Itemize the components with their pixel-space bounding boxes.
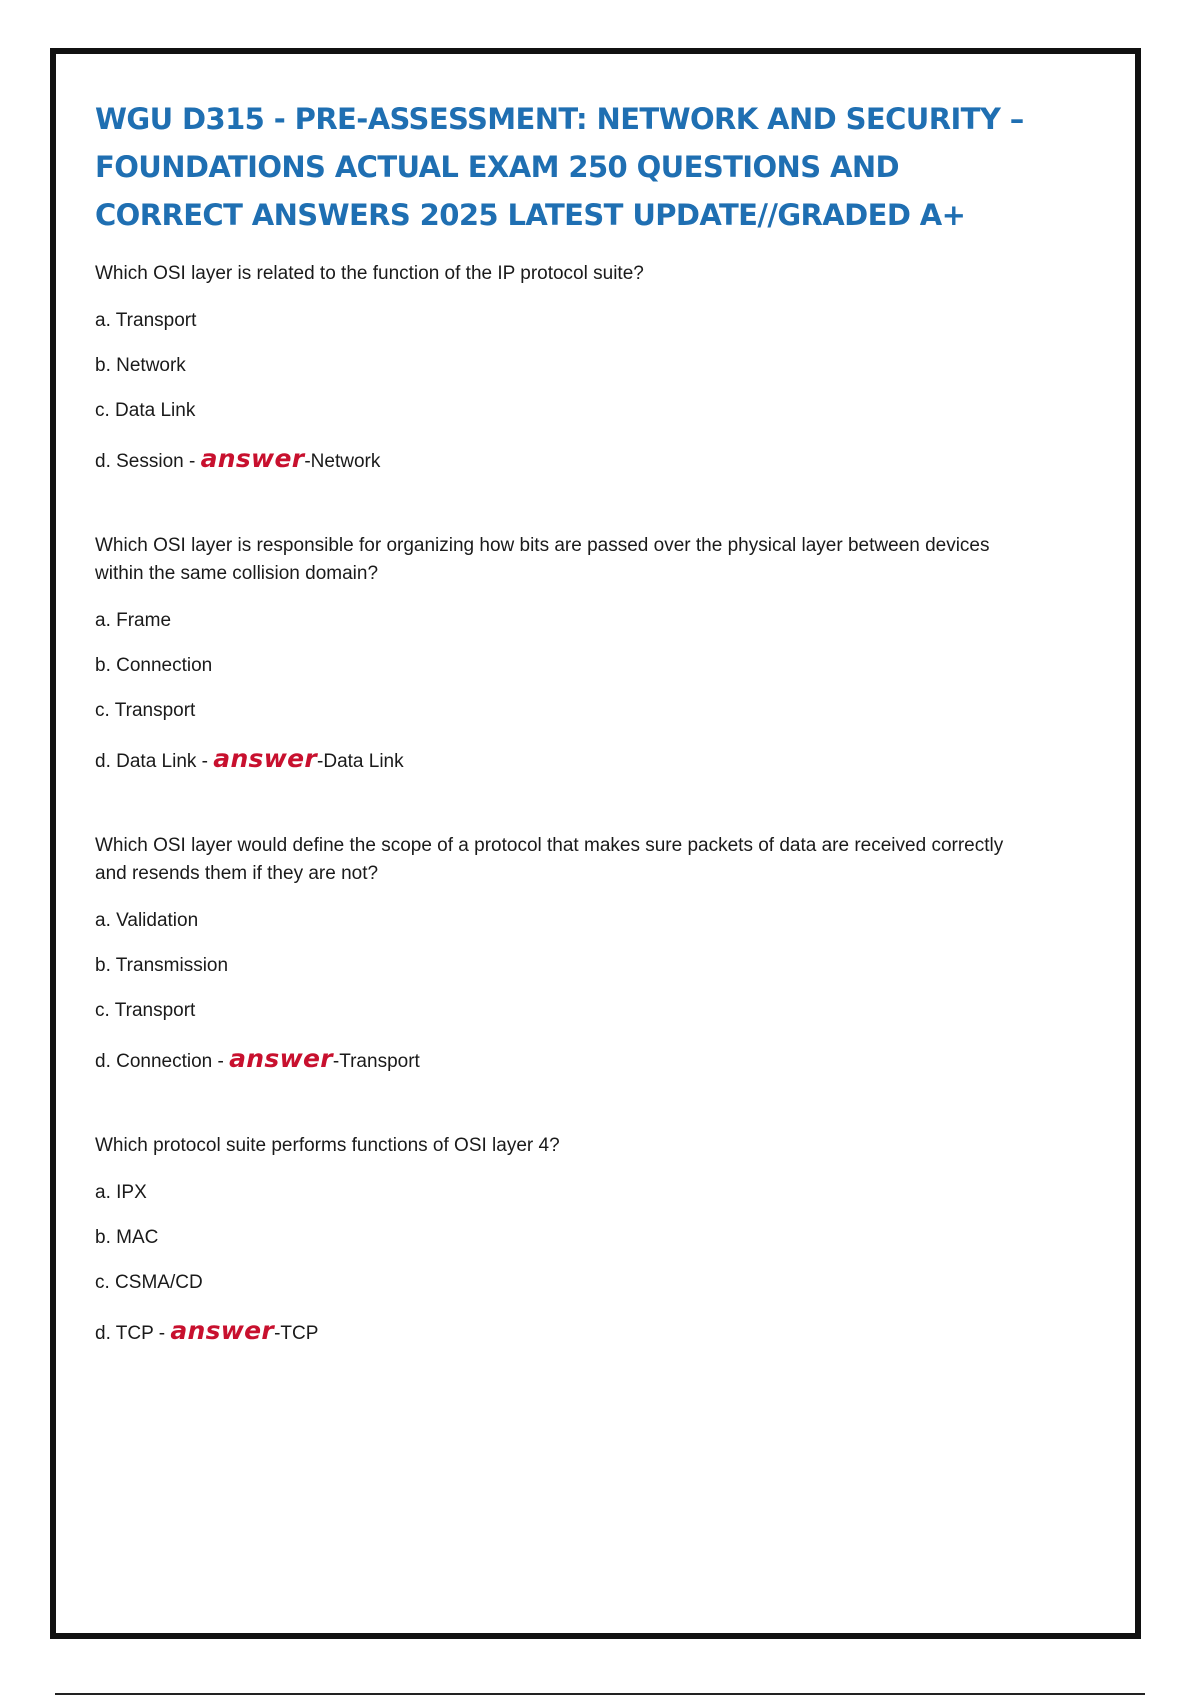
answer-label: answer <box>213 744 318 773</box>
option-d-with-answer <box>95 1042 1035 1076</box>
option-c: c. Data Link <box>95 400 196 421</box>
question-text: Which OSI layer would define the scope of a protocol that makes sure packets of data are received correctly and resends them if they are not? <box>95 835 1004 884</box>
option-a: a. Frame <box>95 610 172 631</box>
option-a: a. Validation <box>95 910 199 931</box>
option-a: a. IPX <box>95 1182 147 1203</box>
question-text: Which OSI layer is related to the function of the IP protocol suite? <box>95 263 644 284</box>
question-block-4 <box>95 1132 1035 1348</box>
answer-value: Transport <box>339 1051 420 1072</box>
next-page-edge <box>55 1693 1145 1695</box>
answer-separator: - <box>317 751 324 772</box>
answer-label: answer <box>229 1044 333 1073</box>
question-text: Which protocol suite performs functions of OSI layer 4? <box>95 1135 560 1156</box>
answer-label: answer <box>200 444 305 473</box>
option-d: d. TCP - <box>95 1323 171 1344</box>
answer-separator: - <box>332 1051 340 1072</box>
option-b: b. Connection <box>95 655 213 676</box>
answer-separator: - <box>304 451 311 472</box>
answer-value: Network <box>310 451 381 472</box>
option-b: b. Transmission <box>95 955 229 976</box>
option-d-with-answer <box>95 742 1035 776</box>
answer-separator: - <box>274 1323 281 1344</box>
option-b: b. Network <box>95 355 186 376</box>
option-c: c. Transport <box>95 700 196 721</box>
option-d: d. Data Link - <box>95 751 214 772</box>
option-b: b. MAC <box>95 1227 159 1248</box>
answer-value: TCP <box>280 1323 319 1344</box>
document-title: WGU D315 - PRE-ASSESSMENT: NETWORK AND SECURITY – FOUNDATIONS ACTUAL EXAM 250 QUESTIONS AND CORRECT ANSWERS 2025 LATEST UPDATE//GRADED A+ <box>95 102 1024 232</box>
answer-value: Data Link <box>323 751 404 772</box>
question-block-2 <box>95 532 1035 776</box>
option-d: d. Session - <box>95 451 201 472</box>
question-block-1 <box>95 260 1035 476</box>
question-text: Which OSI layer is responsible for organizing how bits are passed over the physical layer between devices within the same collision domain? <box>95 535 990 584</box>
option-d-with-answer <box>95 442 1035 476</box>
question-block-3 <box>95 832 1035 1076</box>
answer-label: answer <box>170 1316 275 1345</box>
option-c: c. Transport <box>95 1000 196 1021</box>
option-a: a. Transport <box>95 310 197 331</box>
document-content <box>95 95 1035 1404</box>
option-c: c. CSMA/CD <box>95 1272 203 1293</box>
option-d: d. Connection - <box>95 1051 230 1072</box>
option-d-with-answer <box>95 1314 1035 1348</box>
